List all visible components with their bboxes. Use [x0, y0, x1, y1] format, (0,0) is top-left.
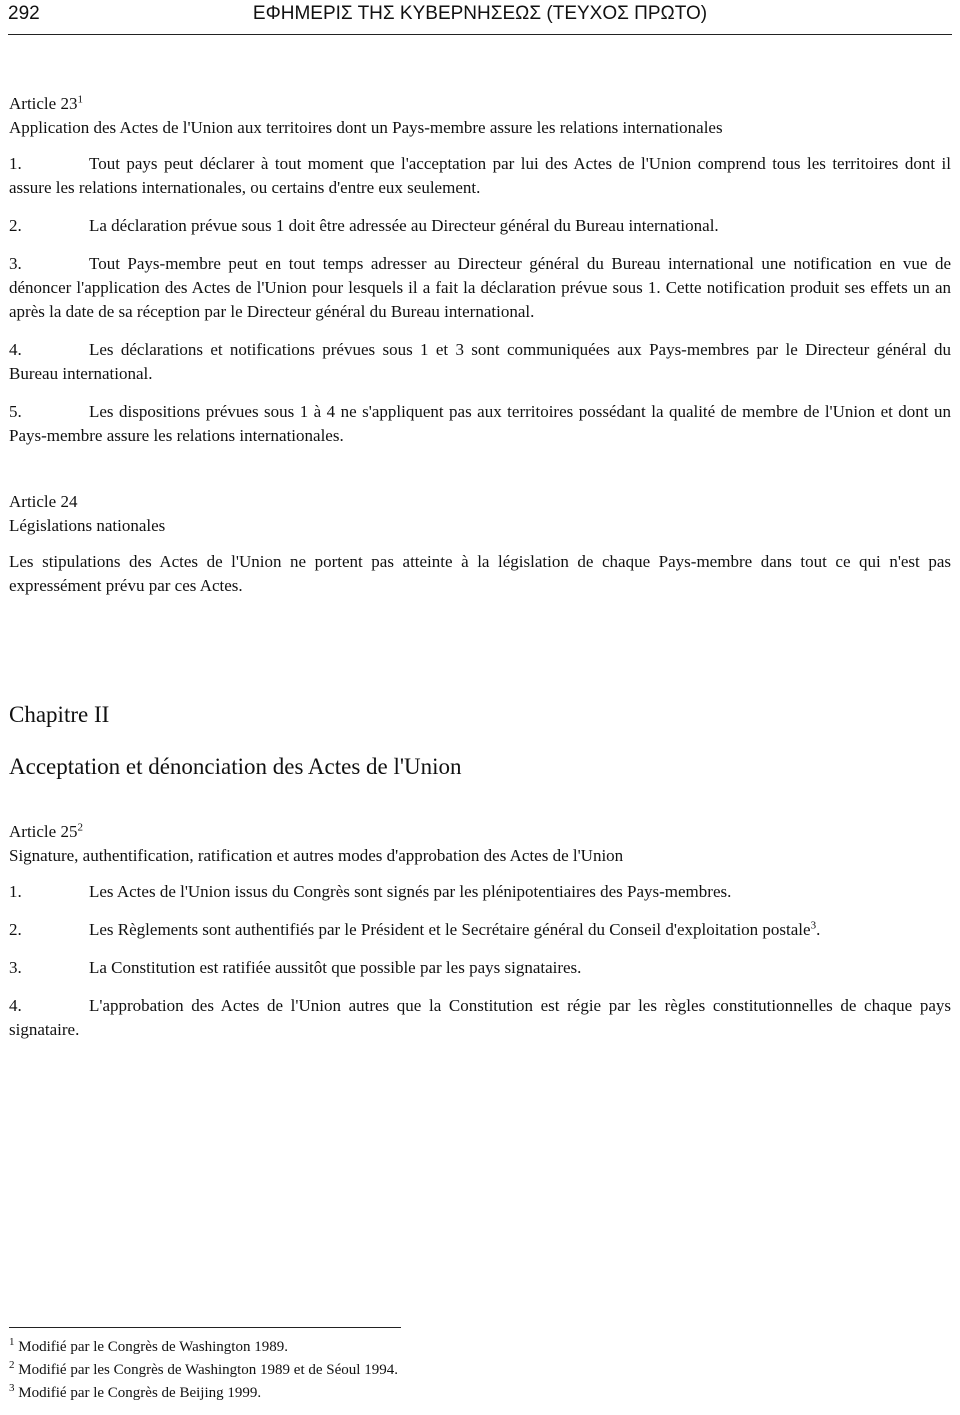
article-24 [9, 490, 951, 598]
footnote-ref: 1 [77, 93, 83, 106]
paragraph-number: 3. [9, 254, 22, 273]
chapter-title: Acceptation et dénonciation des Actes de l'Union [9, 754, 462, 779]
article-title: Signature, authentification, ratification et autres modes d'approbation des Actes de l'Union [9, 846, 624, 865]
paragraph-number: 1. [9, 882, 22, 901]
paragraph-number: 2. [9, 920, 22, 939]
article-23 [9, 92, 951, 448]
footnote: $^1$ Modifié par le Congrès de Washington 1989. [9, 1336, 288, 1355]
article-heading: Article $23^1$ [9, 93, 83, 113]
article-paragraph: 1. Tout pays peut déclarer à tout moment que l'acceptation par lui des Actes de l'Union comprend tous les territoires dont il assure les relations internationales, ou certains d'entre eux seulement. [9, 154, 951, 197]
article-25 [9, 820, 951, 1042]
chapter-label: Chapitre II [9, 702, 110, 727]
paragraph-number: 2. [9, 216, 22, 235]
footnote-ref: 3 [810, 919, 817, 932]
footnote: $^3$ Modifié par le Congrès de Beijing 1999. [9, 1382, 262, 1401]
article-paragraph: 1. Les Actes de l'Union issus du Congrès sont signés par les plénipotentiaires des Pays-membres. [9, 880, 951, 904]
chapter-heading [9, 700, 951, 782]
article-title: Application des Actes de l'Union aux territoires dont un Pays-membre assure les relations internationales [9, 118, 723, 137]
page-number: 292 [8, 3, 40, 24]
paragraph-number: 4. [9, 996, 22, 1015]
article-paragraph: 4. Les déclarations et notifications prévues sous 1 et 3 sont communiquées aux Pays-membres par le Directeur général du Bureau international. [9, 340, 951, 383]
article-heading: Article $25^2$ [9, 821, 83, 841]
footnote-ref: 2 [77, 821, 83, 834]
article-paragraph: 2. Les Règlements sont authentifiés par le Président et le Secrétaire général du Conseil d'exploitation postale$^3$. [9, 918, 951, 942]
paragraph-number: 1. [9, 154, 22, 173]
running-title: ΕΦΗΜΕΡΙΣ ΤΗΣ ΚΥΒΕΡΝΗΣΕΩΣ (ΤΕΥΧΟΣ ΠΡΩΤΟ) [252, 3, 708, 24]
article-heading: Article 24 [9, 492, 78, 511]
paragraph-number: 5. [9, 402, 22, 421]
article-paragraph: Les stipulations des Actes de l'Union ne portent pas atteinte à la législation de chaque Pays-membre dans tout ce qui n'est pas expressément prévu par ces Actes. [9, 552, 951, 595]
paragraph-number: 3. [9, 958, 22, 977]
page-header [8, 0, 952, 35]
article-paragraph: 5. Les dispositions prévues sous 1 à 4 ne s'appliquent pas aux territoires possédant la qualité de membre de l'Union et dont un Pays-membre assure les relations internationales. [9, 402, 951, 445]
article-paragraph: 3. Tout Pays-membre peut en tout temps adresser au Directeur général du Bureau international une notification en vue de dénoncer l'application des Actes de l'Union pour lesquels il a fait la déclaration prévue sous 1. Cette notification produit ses effets un an après la date de sa réception par le Directeur général du Bureau international. [9, 254, 951, 321]
footnotes [9, 1327, 951, 1405]
article-paragraph: 2. La déclaration prévue sous 1 doit être adressée au Directeur général du Bureau international. [9, 214, 951, 238]
article-paragraph: 3. La Constitution est ratifiée aussitôt que possible par les pays signataires. [9, 956, 951, 980]
article-paragraph: 4. L'approbation des Actes de l'Union autres que la Constitution est régie par les règles constitutionnelles de chaque pays signataire. [9, 996, 951, 1039]
footnote: $^2$ Modifié par les Congrès de Washington 1989 et de Séoul 1994. [9, 1359, 398, 1378]
paragraph-number: 4. [9, 340, 22, 359]
article-title: Législations nationales [9, 516, 166, 535]
footnote-divider [9, 1327, 401, 1328]
document-body [9, 92, 951, 1056]
